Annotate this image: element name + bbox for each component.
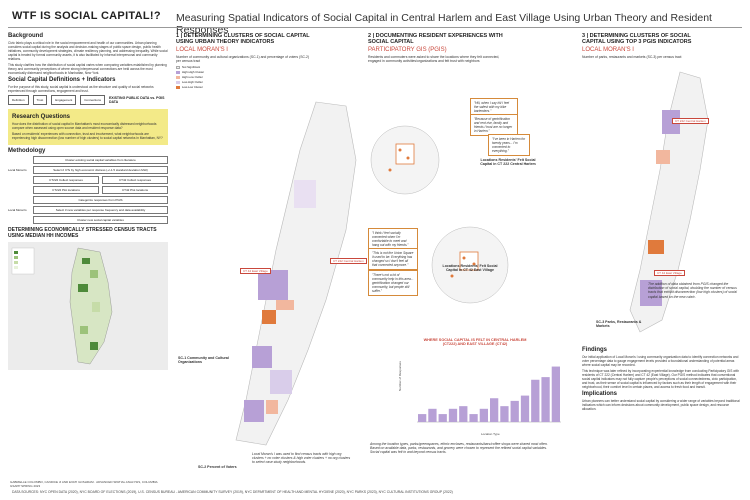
section-2-desc: Residents and commuters were asked to share the locations where they felt connected, engaged in community activities/organizations and felt trust with neighbors: [368, 55, 500, 64]
legend-not-significant: Not Significant: [182, 65, 201, 70]
chart-bar: [480, 409, 488, 422]
method-step-5: Categorize responses from PGIS: [33, 196, 168, 204]
research-question-2: Based on residents' experiences with connection, trust and involvement, what neighborhoods are experiencing high disconnection (low number of high clusters) to social capital networks in Manhattan, NY?: [12, 132, 163, 140]
chart-bar: [418, 414, 426, 422]
section-3-note: The addition of data obtained from PGIS changed the distribution of social capital, doubling the number of census tracts that exhibit disconnection (low high clusters) of social capital based on the new rubric.: [648, 282, 737, 299]
findings-heading: Findings: [582, 347, 607, 353]
header-divider: [8, 27, 742, 28]
chart-bar: [521, 396, 529, 422]
chart-bar: [490, 398, 498, 422]
section-3-map: [600, 70, 715, 340]
chart-bar: [428, 409, 436, 422]
section-3-moran: LOCAL MORAN'S I: [582, 47, 634, 53]
quote-6: "There's not a lot of community help in this area... gentrification changed our community, but people still suffer.": [368, 270, 418, 296]
chart-bar: [449, 409, 457, 422]
section-3-desc: Number of parks, restaurants and markets (SC-3) per census tract: [582, 55, 682, 59]
left-column: [8, 31, 168, 480]
section-1-caption-2: SC-2 Percent of Voters: [198, 465, 237, 469]
legend-low-low: Low-Low Cluster: [182, 85, 203, 90]
method-step-3b: CT42 Collect responses: [102, 176, 168, 184]
flow-engagement: Engagement: [51, 95, 76, 105]
implications-heading: Implications: [582, 391, 618, 397]
definitions-flow: [8, 95, 168, 105]
section-1-map: [196, 100, 381, 450]
legend-high-high: High-High Cluster: [182, 70, 205, 75]
method-step-2: Select 2 CTs by high economic distress (+/-1.5 standard deviation MHI): [33, 166, 168, 174]
section-3-tag-east-village: CT 42 East Village: [654, 270, 685, 276]
methodology-diagram: [8, 156, 168, 224]
locations-harlem-label: Locations Residents' Felt Social Capital in CT 222 Central Harlem: [480, 158, 536, 166]
chart-bar: [469, 414, 477, 422]
quote-1: "Hiii, when I say hiii I feel the safest with my bike bartenders.": [470, 98, 518, 116]
section-1-legend: [176, 65, 311, 89]
section-1-tag-central-harlem: CT 222 Central Harlem: [330, 258, 367, 264]
methodology-heading: Methodology: [8, 148, 46, 154]
section-2-paragraph: Among the location types, parks/greenspaces, ethnic enclaves, restaurants/bars/coffee shops were shared most often. Based on available data, parks, restaurants, and grocery were chosen to represent the refined social capital variables. Social capital was felt in and beyond census tracts.: [370, 442, 548, 455]
section-2-map-harlem: [370, 110, 440, 200]
authors-credit: GABRIELLE COLOMBO, CANDICE JI AND EVATI GOSHRAM · ADVANCED SPATIAL ANALYSIS, COLUMBIA GSAPP SPRING 2023: [10, 480, 158, 488]
chart-bar: [541, 377, 549, 422]
chart-bar: [439, 414, 447, 422]
definitions-text: For the purpose of this study, social capital is understood as the structure and quality of social networks experienced through connections, engagement and trust.: [8, 85, 154, 93]
section-1-desc: Number of community and cultural organizations (SC-1) and percentage of voters (SC-2) per census tract: [176, 55, 310, 64]
chart-bar: [500, 406, 508, 422]
chart-x-label: Location Type: [481, 432, 500, 436]
section-1-heading: 1 | DETERMINING CLUSTERS OF SOCIAL CAPITAL USING URBAN THEORY INDICATORS: [176, 33, 310, 45]
method-step-4a: CT222 Plot locations: [33, 186, 99, 194]
background-text-1: Civic fabric plays a critical role in the social empowerment and health of our communities. Urban planning considers social capital during the analysis and decision-making stages of public space design, public health initiatives, community development strategies, climate resiliency planning, and addressing inequality. While social capital is treated by formal community assets, it is also facilitated by informal interpersonal and community relations.: [8, 41, 168, 61]
legend-high-low: High-Low Outlier: [182, 75, 203, 80]
chart-bar: [531, 380, 539, 422]
location-type-bar-chart: [395, 352, 565, 437]
method-label-moran-1: Local Moran's: [8, 168, 27, 172]
method-step-1: Cluster existing social capital variables from literature: [33, 156, 168, 164]
section-1-moran: LOCAL MORAN'S I: [176, 47, 228, 53]
section-1-tag-east-village: CT 42 East Village: [240, 268, 271, 274]
flow-connections: Connections: [80, 95, 105, 105]
quote-4: "I think I feel socially connected when I'm comfortable to meet and hang out with my friends.": [368, 228, 418, 250]
implications-text: Urban planners can better understand social capital by considering a wider range of variables beyond traditional indicators which can inform decisions about community development, public space design, and resource allocation.: [582, 399, 740, 411]
quote-5: "This is not the Union Square it used to be. Everything has changed so I don't feel all that connected anymore.": [368, 248, 418, 270]
poster-subtitle: Measuring Spatial Indicators of Social Capital in Central Harlem and East Village Using Urban Theory and Resident Responses: [176, 12, 712, 36]
flow-definition: Definition: [8, 95, 29, 105]
stress-heading: DETERMINING ECONOMICALLY STRESSED CENSUS TRACTS USING MEDIAN HH INCOMES: [8, 227, 157, 239]
section-2-pgis: PARTICIPATORY GIS (PGIS): [368, 47, 447, 53]
background-heading: Background: [8, 33, 44, 39]
section-1-caption-1: SC-1 Community and Cultural Organizations: [178, 356, 229, 364]
research-questions: [8, 109, 168, 145]
method-label-moran-2: Local Moran's: [8, 208, 27, 212]
income-map: [8, 242, 168, 370]
chart-bar: [459, 406, 467, 422]
income-map-svg: [8, 242, 168, 370]
flow-trust: Trust: [33, 95, 48, 105]
quote-3: "I've been in Harlem for twenty years... I'm connected to everything.": [488, 134, 530, 156]
locations-east-village-label: Locations Residents' Felt Social Capital in CT 42 East Village: [442, 264, 498, 272]
chart-title: WHERE SOCIAL CAPITAL IS FELT IN CENTRAL HARLEM (CT222) AND EAST VILLAGE (CT42): [423, 338, 527, 346]
method-step-3a: CT222 Collect responses: [33, 176, 99, 184]
section-2-heading: 2 | DOCUMENTING RESIDENT EXPERIENCES WITH SOCIAL CAPITAL: [368, 33, 503, 45]
section-3-heading: 3 | DETERMINING CLUSTERS OF SOCIAL CAPITAL USING TOP 3 PGIS INDICATORS: [582, 33, 692, 45]
section-1-note: Local Moran's I was used to find census tracts with high org clusters + no voter clusters & high voter clusters + no org clusters to select case study neighborhoods.: [252, 452, 351, 465]
section-3-caption: SC-3 Parks, Restaurants & Markets: [596, 320, 642, 328]
section-3-tag-central-harlem: CT 222 Central Harlem: [672, 118, 709, 124]
legend-low-high: Low-High Outlier: [182, 80, 203, 85]
method-step-6: Select 3 new variables per response frequency and data availability: [33, 206, 168, 214]
background-text-2: This study clarifies how the distribution of social capital varies when comparing variables established by planning theory and community perceptions of where strong interpersonal connections are held across the most economically distressed neighborhoods in Manhattan, New York.: [8, 63, 167, 75]
quote-2: "Because of gentrification and rent rise, family and friends I trust are no longer in Harlem.": [470, 114, 518, 136]
definitions-heading: Social Capital Definitions + Indicators: [8, 77, 116, 83]
research-question-1: How does the distribution of social capital in Manhattan's most economically distressed neighborhoods compare when assessed using open source data and resident response data?: [12, 122, 157, 130]
research-questions-heading: Research Questions: [12, 114, 71, 120]
data-sources-footer: DATA SOURCES: NYC OPEN DATA (2020), NYC BOARD OF ELECTIONS (2019), U.S. CENSUS BUREAU - AMERICAN COMMUNITY SURVEY (2019), NYC DEPARTMENT OF HEALTH AND MENTAL HYGIENE (2020), NYC PARKS (2023), NYC CULTURAL INSTITUTIONS GROUP (2022): [12, 490, 453, 494]
method-step-7: Cluster new social capital variables: [33, 216, 168, 224]
findings-block: [582, 345, 742, 413]
chart-bar: [511, 401, 519, 422]
chart-bar: [552, 367, 560, 422]
findings-text-1: Our initial application of Local Moran's I using community organization data to identify connection networks and voter percentage data to gauge engagement levels provided a foundational understanding of potential areas where social capital may be recorded.: [582, 355, 739, 367]
poster-title: WTF IS SOCIAL CAPITAL!?: [12, 10, 161, 22]
findings-text-2: This technique was later refined by incorporating experiential knowledge from conducting Participatory GIS with residents of CT 222 (Central Harlem) and CT 42 (East Village). Our PGIS method indicates that conventional social capital indicators may not fully capture people's perceptions of social connectedness, civic participation, and trust, as their sense of social capital is influenced by factors such as their length of engagement with their neighborhood, their comfort level in certain places, and access to fresh food and transit.: [582, 369, 739, 389]
chart-y-label: Number of Responses: [398, 361, 402, 391]
existing-vs-pgis: EXISTING PUBLIC DATA vs. PGIS DATA: [108, 96, 165, 104]
method-step-4b: CT42 Plot locations: [102, 186, 168, 194]
